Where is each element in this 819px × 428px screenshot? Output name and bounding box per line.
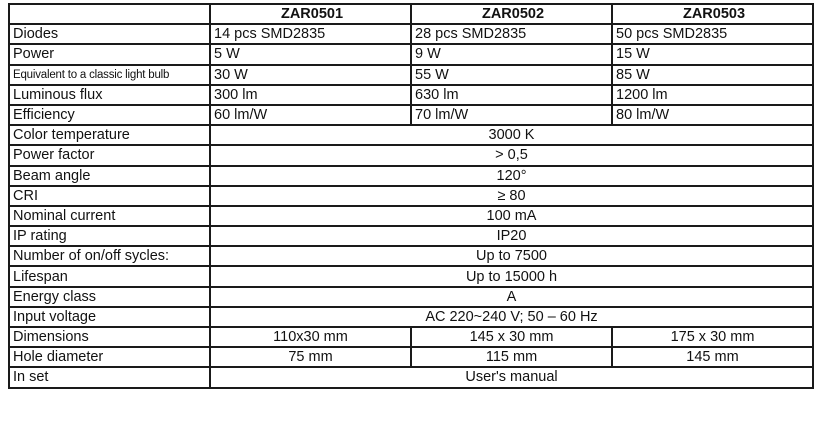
row-value-model-1: 300 lm (210, 85, 411, 105)
table-row (9, 206, 813, 226)
row-label: Hole diameter (9, 347, 210, 367)
row-value-shared: AC 220~240 V; 50 – 60 Hz (210, 307, 813, 327)
table-row (9, 367, 813, 387)
row-value-model-1: 75 mm (210, 347, 411, 367)
table-row (9, 226, 813, 246)
row-value-model-3: 85 W (612, 65, 813, 85)
row-value-shared: 100 mA (210, 206, 813, 226)
row-label: Efficiency (9, 105, 210, 125)
row-value-shared: User's manual (210, 367, 813, 387)
table-row (9, 307, 813, 327)
row-label: Nominal current (9, 206, 210, 226)
table-row (9, 85, 813, 105)
row-value-shared: > 0,5 (210, 145, 813, 165)
table-row (9, 44, 813, 64)
row-value-model-3: 145 mm (612, 347, 813, 367)
row-value-shared: A (210, 287, 813, 307)
table-row (9, 125, 813, 145)
header-model-1: ZAR0501 (210, 4, 411, 24)
row-value-model-3: 1200 lm (612, 85, 813, 105)
row-label: Dimensions (9, 327, 210, 347)
row-value-shared: ≥ 80 (210, 186, 813, 206)
row-label: CRI (9, 186, 210, 206)
row-value-model-3: 80 lm/W (612, 105, 813, 125)
header-model-2: ZAR0502 (411, 4, 612, 24)
row-label: Equivalent to a classic light bulb (9, 65, 210, 85)
table-row (9, 65, 813, 85)
table-row (9, 266, 813, 286)
row-value-shared: Up to 7500 (210, 246, 813, 266)
row-label: Color temperature (9, 125, 210, 145)
table-row (9, 327, 813, 347)
row-label: Power factor (9, 145, 210, 165)
row-value-model-1: 110x30 mm (210, 327, 411, 347)
row-value-model-1: 14 pcs SMD2835 (210, 24, 411, 44)
table-row (9, 145, 813, 165)
header-empty-cell (9, 4, 210, 24)
table-row (9, 347, 813, 367)
row-label: Diodes (9, 24, 210, 44)
table-row (9, 24, 813, 44)
row-value-model-2: 28 pcs SMD2835 (411, 24, 612, 44)
row-value-model-1: 30 W (210, 65, 411, 85)
row-label: Power (9, 44, 210, 64)
row-value-model-3: 50 pcs SMD2835 (612, 24, 813, 44)
row-value-shared: IP20 (210, 226, 813, 246)
row-label: Input voltage (9, 307, 210, 327)
row-value-model-1: 5 W (210, 44, 411, 64)
table-row (9, 186, 813, 206)
row-value-shared: 120° (210, 166, 813, 186)
table-row (9, 246, 813, 266)
row-label: IP rating (9, 226, 210, 246)
row-value-model-2: 145 x 30 mm (411, 327, 612, 347)
row-label: Lifespan (9, 266, 210, 286)
table-row (9, 105, 813, 125)
row-value-shared: Up to 15000 h (210, 266, 813, 286)
row-value-model-2: 9 W (411, 44, 612, 64)
header-row (9, 4, 813, 24)
row-value-model-2: 115 mm (411, 347, 612, 367)
row-value-model-2: 630 lm (411, 85, 612, 105)
row-label: In set (9, 367, 210, 387)
row-value-model-3: 175 x 30 mm (612, 327, 813, 347)
table-row (9, 166, 813, 186)
header-model-3: ZAR0503 (612, 4, 813, 24)
row-value-model-1: 60 lm/W (210, 105, 411, 125)
row-label: Beam angle (9, 166, 210, 186)
row-label: Energy class (9, 287, 210, 307)
row-value-model-2: 55 W (411, 65, 612, 85)
row-value-model-2: 70 lm/W (411, 105, 612, 125)
row-label: Number of on/off sycles: (9, 246, 210, 266)
table-row (9, 287, 813, 307)
row-value-model-3: 15 W (612, 44, 813, 64)
row-label: Luminous flux (9, 85, 210, 105)
spec-table (8, 3, 814, 389)
row-value-shared: 3000 K (210, 125, 813, 145)
